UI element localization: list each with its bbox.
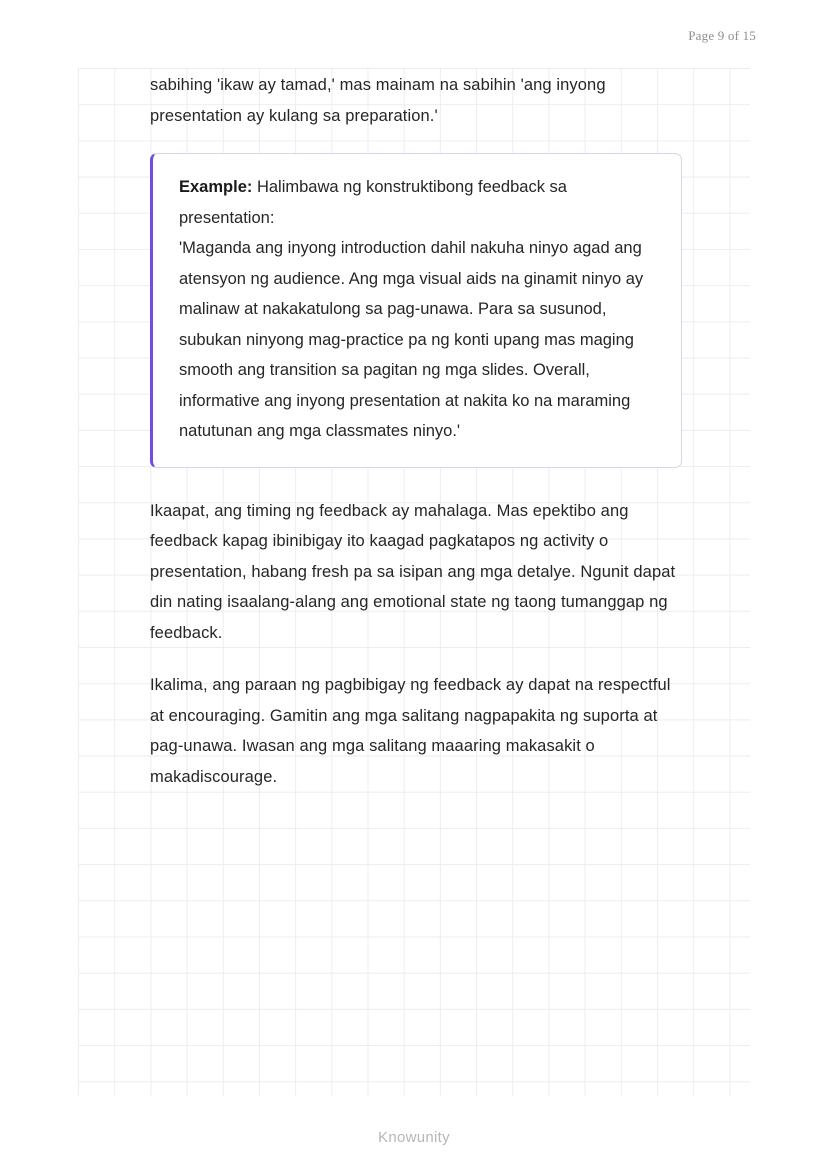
document-content (150, 70, 682, 814)
footer-brand-label: Knowunity (378, 1129, 450, 1146)
example-callout-lead (179, 172, 655, 233)
example-label: Example: (179, 178, 253, 196)
example-lead-text: Halimbawa ng konstruktibong feedback sa presentation: (179, 178, 567, 227)
paragraph-intro: sabihing 'ikaw ay tamad,' mas mainam na sabihin 'ang inyong presentation ay kulang sa preparation.' (150, 76, 606, 125)
example-callout-box (150, 153, 682, 468)
page-number-label: Page 9 of 15 (688, 28, 756, 43)
example-callout-body: 'Maganda ang inyong introduction dahil nakuha ninyo agad ang atensyon ng audience. Ang mga visual aids na ginamit ninyo ay malinaw at nakakatulong sa pag-unawa. Para sa susunod, subukan ninyong mag-practice pa ng konti upang mas maging smooth ang transition sa pagitan ng mga slides. Overall, informative ang inyong presentation at nakita ko na maraming natutunan ang mga classmates ninyo.' (179, 239, 644, 440)
paragraph-fifth: Ikalima, ang paraan ng pagbibigay ng feedback ay dapat na respectful at encouraging. Gamitin ang mga salitang nagpapakita ng suporta at pag-unawa. Iwasan ang mga salitang maaaring makasakit o makadiscourage. (150, 676, 671, 786)
paragraph-fourth: Ikaapat, ang timing ng feedback ay mahalaga. Mas epektibo ang feedback kapag ibinibigay ito kaagad pagkatapos ng activity o presentation, habang fresh pa sa isipan ang mga detalye. Ngunit dapat din nating isaalang-alang ang emotional state ng taong tumanggap ng feedback. (150, 501, 676, 642)
